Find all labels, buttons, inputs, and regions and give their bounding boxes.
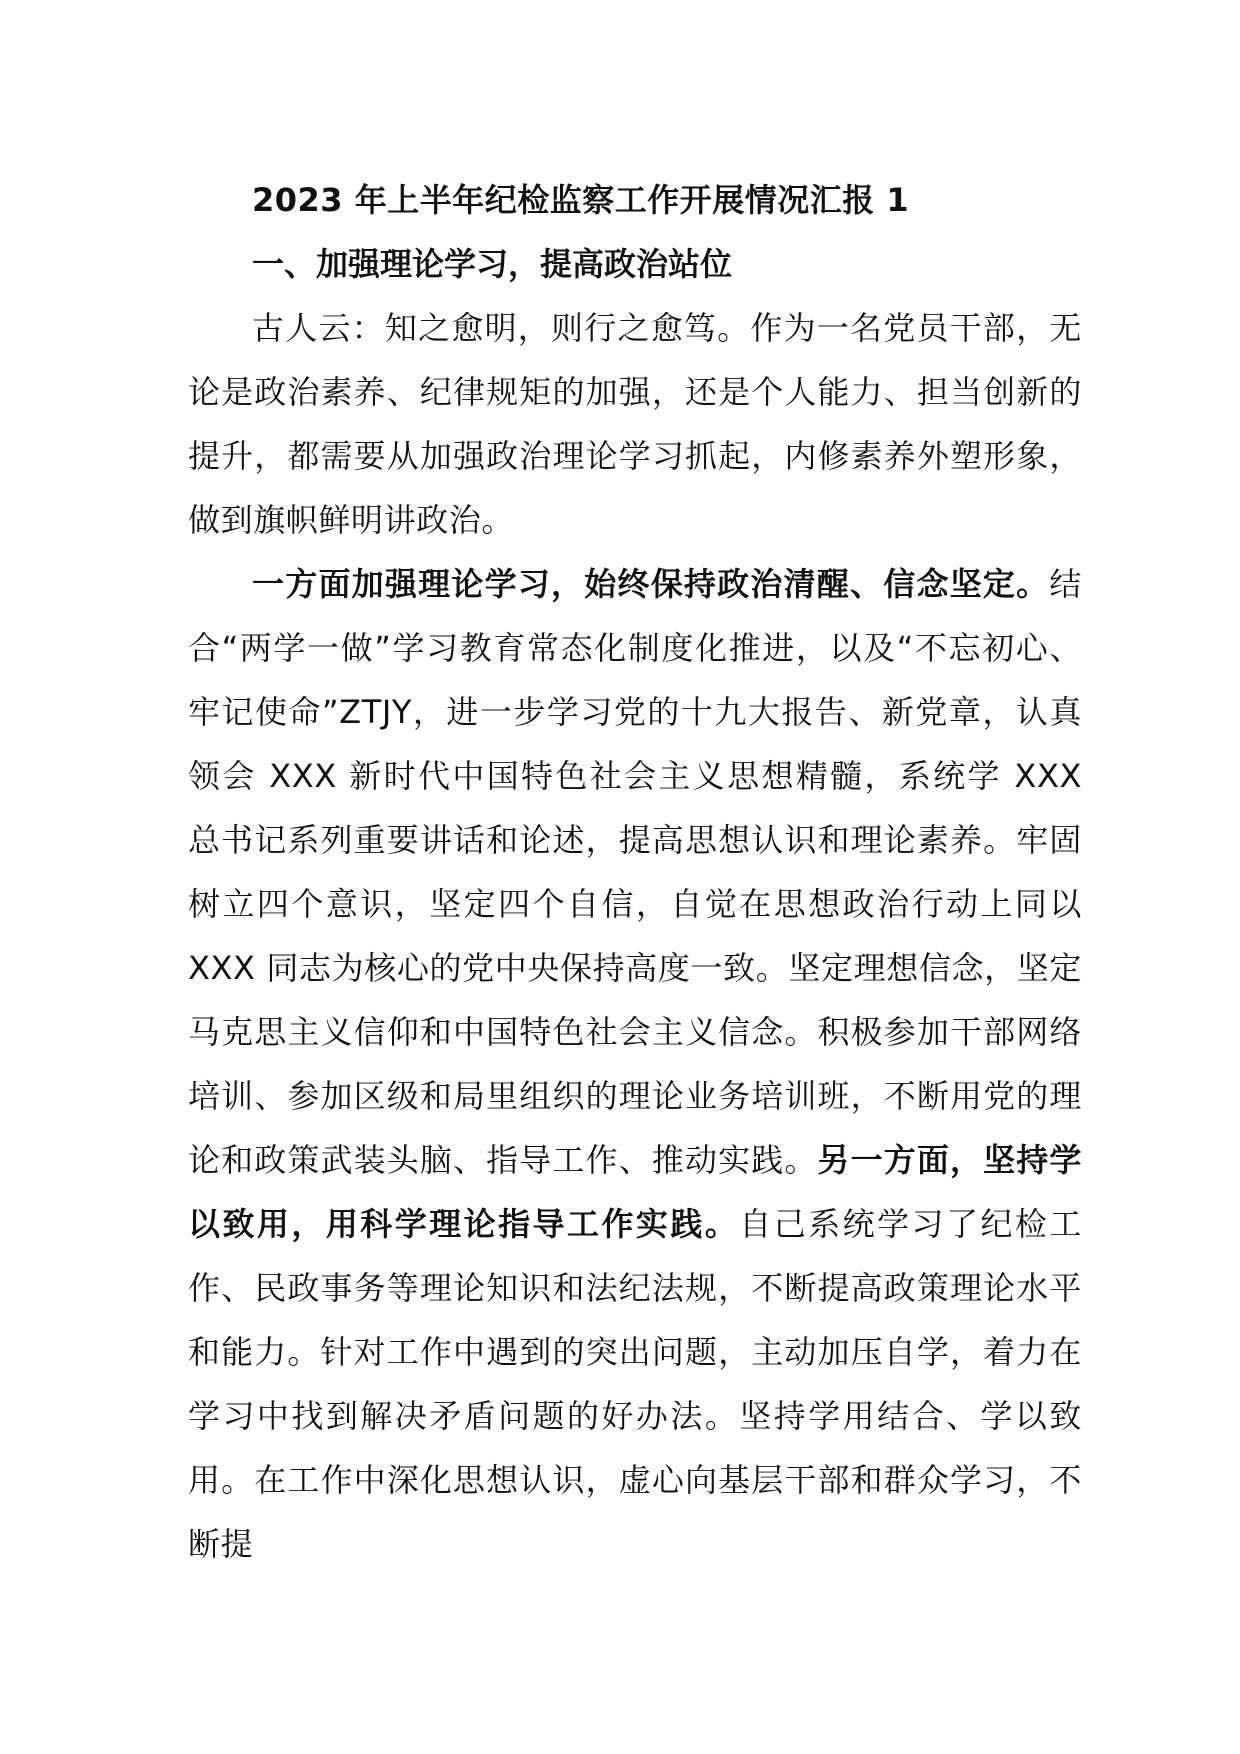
- paragraph-intro: 古人云：知之愈明，则行之愈笃。作为一名党员干部，无论是政治素养、纪律规矩的加强，还是个人能力、担当创新的提升，都需要从加强政治理论学习抓起，内修素养外塑形象，做到旗帜鲜明讲政治。: [188, 309, 1082, 539]
- paragraph-tail-text: 自己系统学习了纪检工作、民政事务等理论知识和法纪法规，不断提高政策理论水平和能力。针对工作中遇到的突出问题，主动加压自学，着力在学习中找到解决矛盾问题的好办法。坚持学用结合、学以致用。在工作中深化思想认识，虚心向基层干部和群众学习，不断提: [188, 1205, 1082, 1563]
- paragraph-theory-study: [188, 552, 1082, 1576]
- section-heading: 一、加强理论学习，提高政治站位: [252, 245, 733, 283]
- document-body: [188, 168, 1082, 1576]
- document-title: 2023 年上半年纪检监察工作开展情况汇报 1: [252, 181, 910, 219]
- bold-mid-sentence: 另一方面，坚持学以致用，用科学理论指导工作实践。: [188, 1141, 1082, 1243]
- bold-lead-sentence: 一方面加强理论学习，始终保持政治清醒、信念坚定。: [252, 565, 1050, 603]
- paragraph-body-text: 结合“两学一做”学习教育常态化制度化推进，以及“不忘初心、牢记使命”ZTJY，进一步学习党的十九大报告、新党章，认真领会 XXX 新时代中国特色社会主义思想精髓，系统学 XXX 总书记系列重要讲话和论述，提高思想认识和理论素养。牢固树立四个意识，坚定四个自信，自觉在思想政治行动上同以 XXX 同志为核心的党中央保持高度一致。坚定理想信念，坚定马克思主义信仰和中国特色社会主义信念。积极参加干部网络培训、参加区级和局里组织的理论业务培训班，不断用党的理论和政策武装头脑、指导工作、推动实践。: [188, 565, 1082, 1179]
